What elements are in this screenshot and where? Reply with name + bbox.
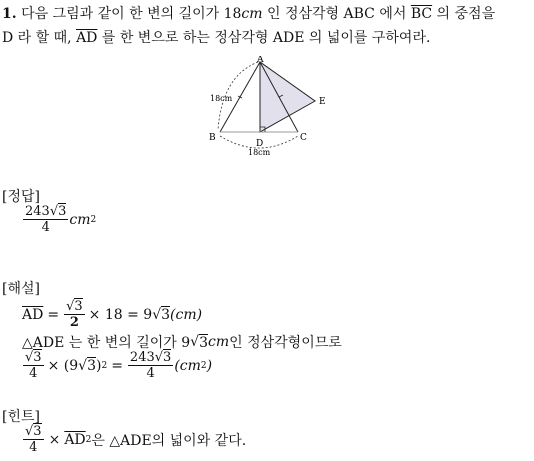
expression-text: ) [95,357,102,374]
equals-sign: = [47,306,60,323]
numerator: 243√3 [129,350,172,365]
denominator: 2 [69,315,79,330]
segment-ad: $\overline{AD}$ [76,30,98,46]
length-unit: cm [241,6,263,22]
exponent: 2 [200,360,207,371]
exponent: 2 [85,434,92,445]
sqrt-arg: 3 [33,350,42,365]
problem-text: 를 한 변으로 하는 정삼각형 ADE 의 넓이를 구하여라. [97,30,431,46]
sqrt-arg: 3 [33,424,42,439]
answer-num-coef: 243 [25,204,50,219]
problem-statement [2,2,532,50]
answer-value [22,204,96,235]
answer-numerator: 243√3 [25,204,67,219]
problem-text: 의 중점을 [432,6,496,22]
problem-text: 인 정삼각형 ABC 에서 [262,6,411,22]
problem-text: 다음 그림과 같이 한 변의 길이가 [21,6,224,22]
hint-line [22,424,246,455]
explanation-text: △ADE 는 한 변의 길이가 9 [22,335,191,351]
triangle-ade [260,62,315,132]
fraction [64,299,85,330]
numerator: √3 [66,299,83,314]
segment-ad: $\overline{AD}$ [64,431,86,448]
sqrt-arg: 3 [161,307,171,323]
sqrt-arg: 3 [199,334,208,351]
answer-fraction [23,204,68,235]
vertex-label-b: B [209,133,216,143]
answer-label: [정답] [2,189,40,205]
problem-text: D 라 할 때, [2,30,77,46]
sqrt-arg: 3 [163,350,172,365]
unit: (cm [174,357,201,374]
explanation-label: [해설] [2,281,40,297]
answer-unit: cm [69,211,91,228]
expression-text: × 18 = 9 [88,306,153,323]
vertex-label-a: A [257,56,264,65]
answer-unit-exp: 2 [90,214,97,225]
problem-line-2 [2,26,532,50]
unit: cm [208,334,230,350]
coefficient: 243 [129,350,155,365]
numerator: √3 [25,350,42,365]
vertex-label-d: D [256,139,264,149]
unit: (cm) [170,306,203,323]
denominator: 4 [29,366,38,381]
problem-line-1 [2,2,532,26]
problem-number: 1. [2,6,17,22]
equals-sign: = [111,357,123,374]
sqrt-arg: 3 [74,299,83,314]
vertex-label-c: C [300,133,307,143]
explanation-line-3: $\frac{√3}{4}$ × (9 √ 3 ) 2 = $\frac{243√3}{4}$ (cm 2 ) [25,350,213,381]
length-value: 18 [223,6,242,22]
sqrt-arg: 3 [87,358,96,374]
exponent: 2 [101,360,108,371]
base-length-label: 18cm [248,148,271,157]
times-sign: × [48,431,61,448]
vertex-label-e: E [319,97,326,107]
explanation-text: 인 정삼각형이므로 [229,335,342,351]
triangle-figure [200,56,340,158]
explanation-line-1: $\overline{AD}$ = $\frac{√3}{2}$ × 18 = 9 √ 3 (cm) [22,299,203,330]
segment-ad: $\overline{AD}$ [22,306,44,323]
hint-label: [힌트] [2,409,40,425]
fraction [23,424,44,455]
explanation-line-2: △ADE 는 한 변의 길이가 9 √ 3 cm 인 정삼각형이므로 [22,334,342,351]
side-length-label: 18cm [210,94,233,103]
denominator: 4 [146,366,155,381]
segment-bc: $\overline{BC}$ [410,6,433,22]
answer-denominator: 4 [41,220,50,235]
numerator: √3 [25,424,42,439]
answer-sqrt-arg: 3 [58,204,67,219]
expression-text: × (9 [47,357,79,374]
hint-text: 은 △ADE의 넓이와 같다. [91,432,247,449]
fraction [23,350,44,381]
fraction [128,350,173,381]
unit: ) [206,357,213,374]
denominator: 4 [29,440,38,455]
